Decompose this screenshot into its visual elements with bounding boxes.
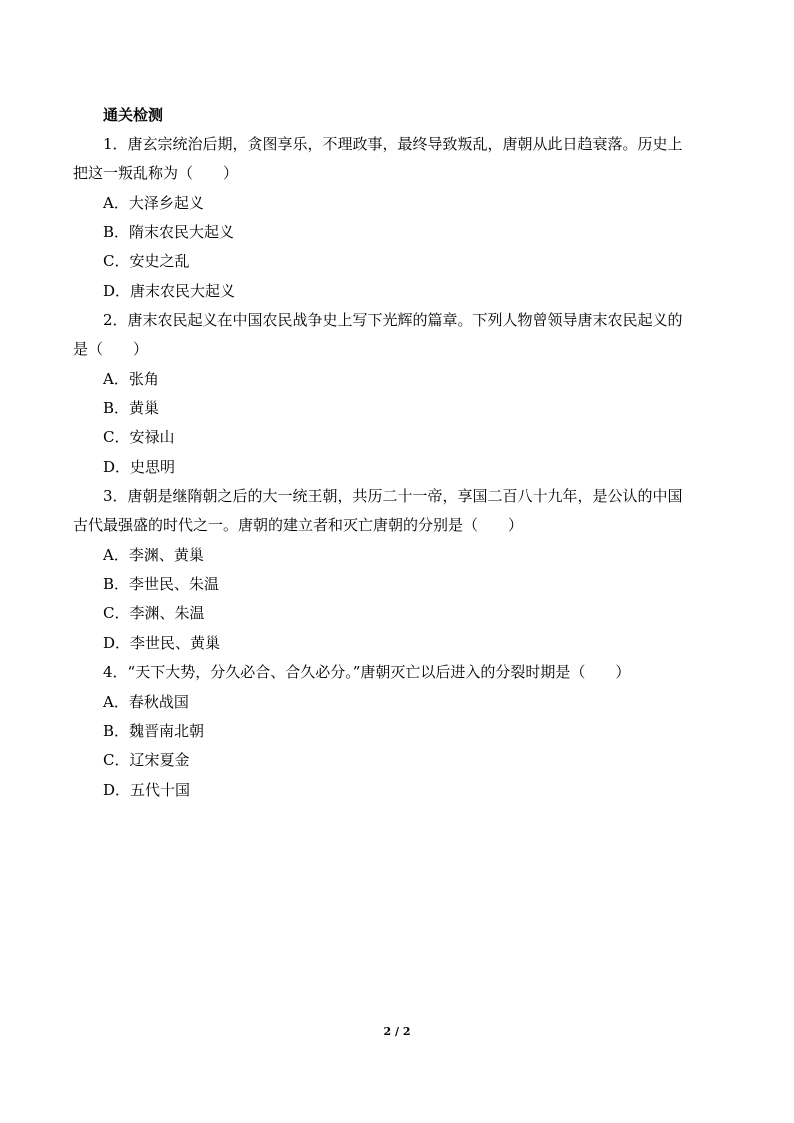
question-1-stem: 1．唐玄宗统治后期，贪图享乐，不理政事，最终导致叛乱，唐朝从此日趋衰落。历史上 [103, 135, 683, 153]
question-3-option-d: D．李世民、黄巢 [103, 634, 221, 652]
question-2-option-b: B．黄巢 [103, 399, 160, 417]
question-1-option-c: C．安史之乱 [103, 252, 190, 270]
question-4-stem: 4．“天下大势，分久必合、合久必分。”唐朝灭亡以后进入的分裂时期是（ ） [103, 663, 631, 681]
question-3-option-a: A．李渊、黄巢 [103, 546, 204, 564]
question-3-stem-continued: 古代最强盛的时代之一。唐朝的建立者和灭亡唐朝的分别是（ ） [73, 516, 524, 534]
question-1-stem-continued: 把这一叛乱称为（ ） [73, 164, 239, 182]
section-title: 通关检测 [103, 106, 164, 124]
question-2-stem-continued: 是（ ） [73, 340, 149, 358]
question-1-option-a: A．大泽乡起义 [103, 194, 204, 212]
question-2-stem: 2．唐末农民起义在中国农民战争史上写下光辉的篇章。下列人物曾领导唐末农民起义的 [103, 311, 683, 329]
question-3-stem: 3．唐朝是继隋朝之后的大一统王朝，共历二十一帝，享国二百八十九年，是公认的中国 [103, 487, 683, 505]
question-3-option-b: B．李世民、朱温 [103, 575, 220, 593]
question-3-option-c: C．李渊、朱温 [103, 604, 205, 622]
question-4-option-b: B．魏晋南北朝 [103, 722, 205, 740]
question-1-option-d: D．唐末农民大起义 [103, 282, 236, 300]
question-4-option-c: C．辽宋夏金 [103, 751, 190, 769]
question-1-option-b: B．隋末农民大起义 [103, 223, 235, 241]
question-2-option-a: A．张角 [103, 370, 159, 388]
question-2-option-c: C．安禄山 [103, 428, 175, 446]
question-4-option-d: D．五代十国 [103, 781, 191, 799]
question-2-option-d: D．史思明 [103, 458, 176, 476]
question-4-option-a: A．春秋战国 [103, 693, 189, 711]
page-number: 2 / 2 [383, 1025, 411, 1038]
